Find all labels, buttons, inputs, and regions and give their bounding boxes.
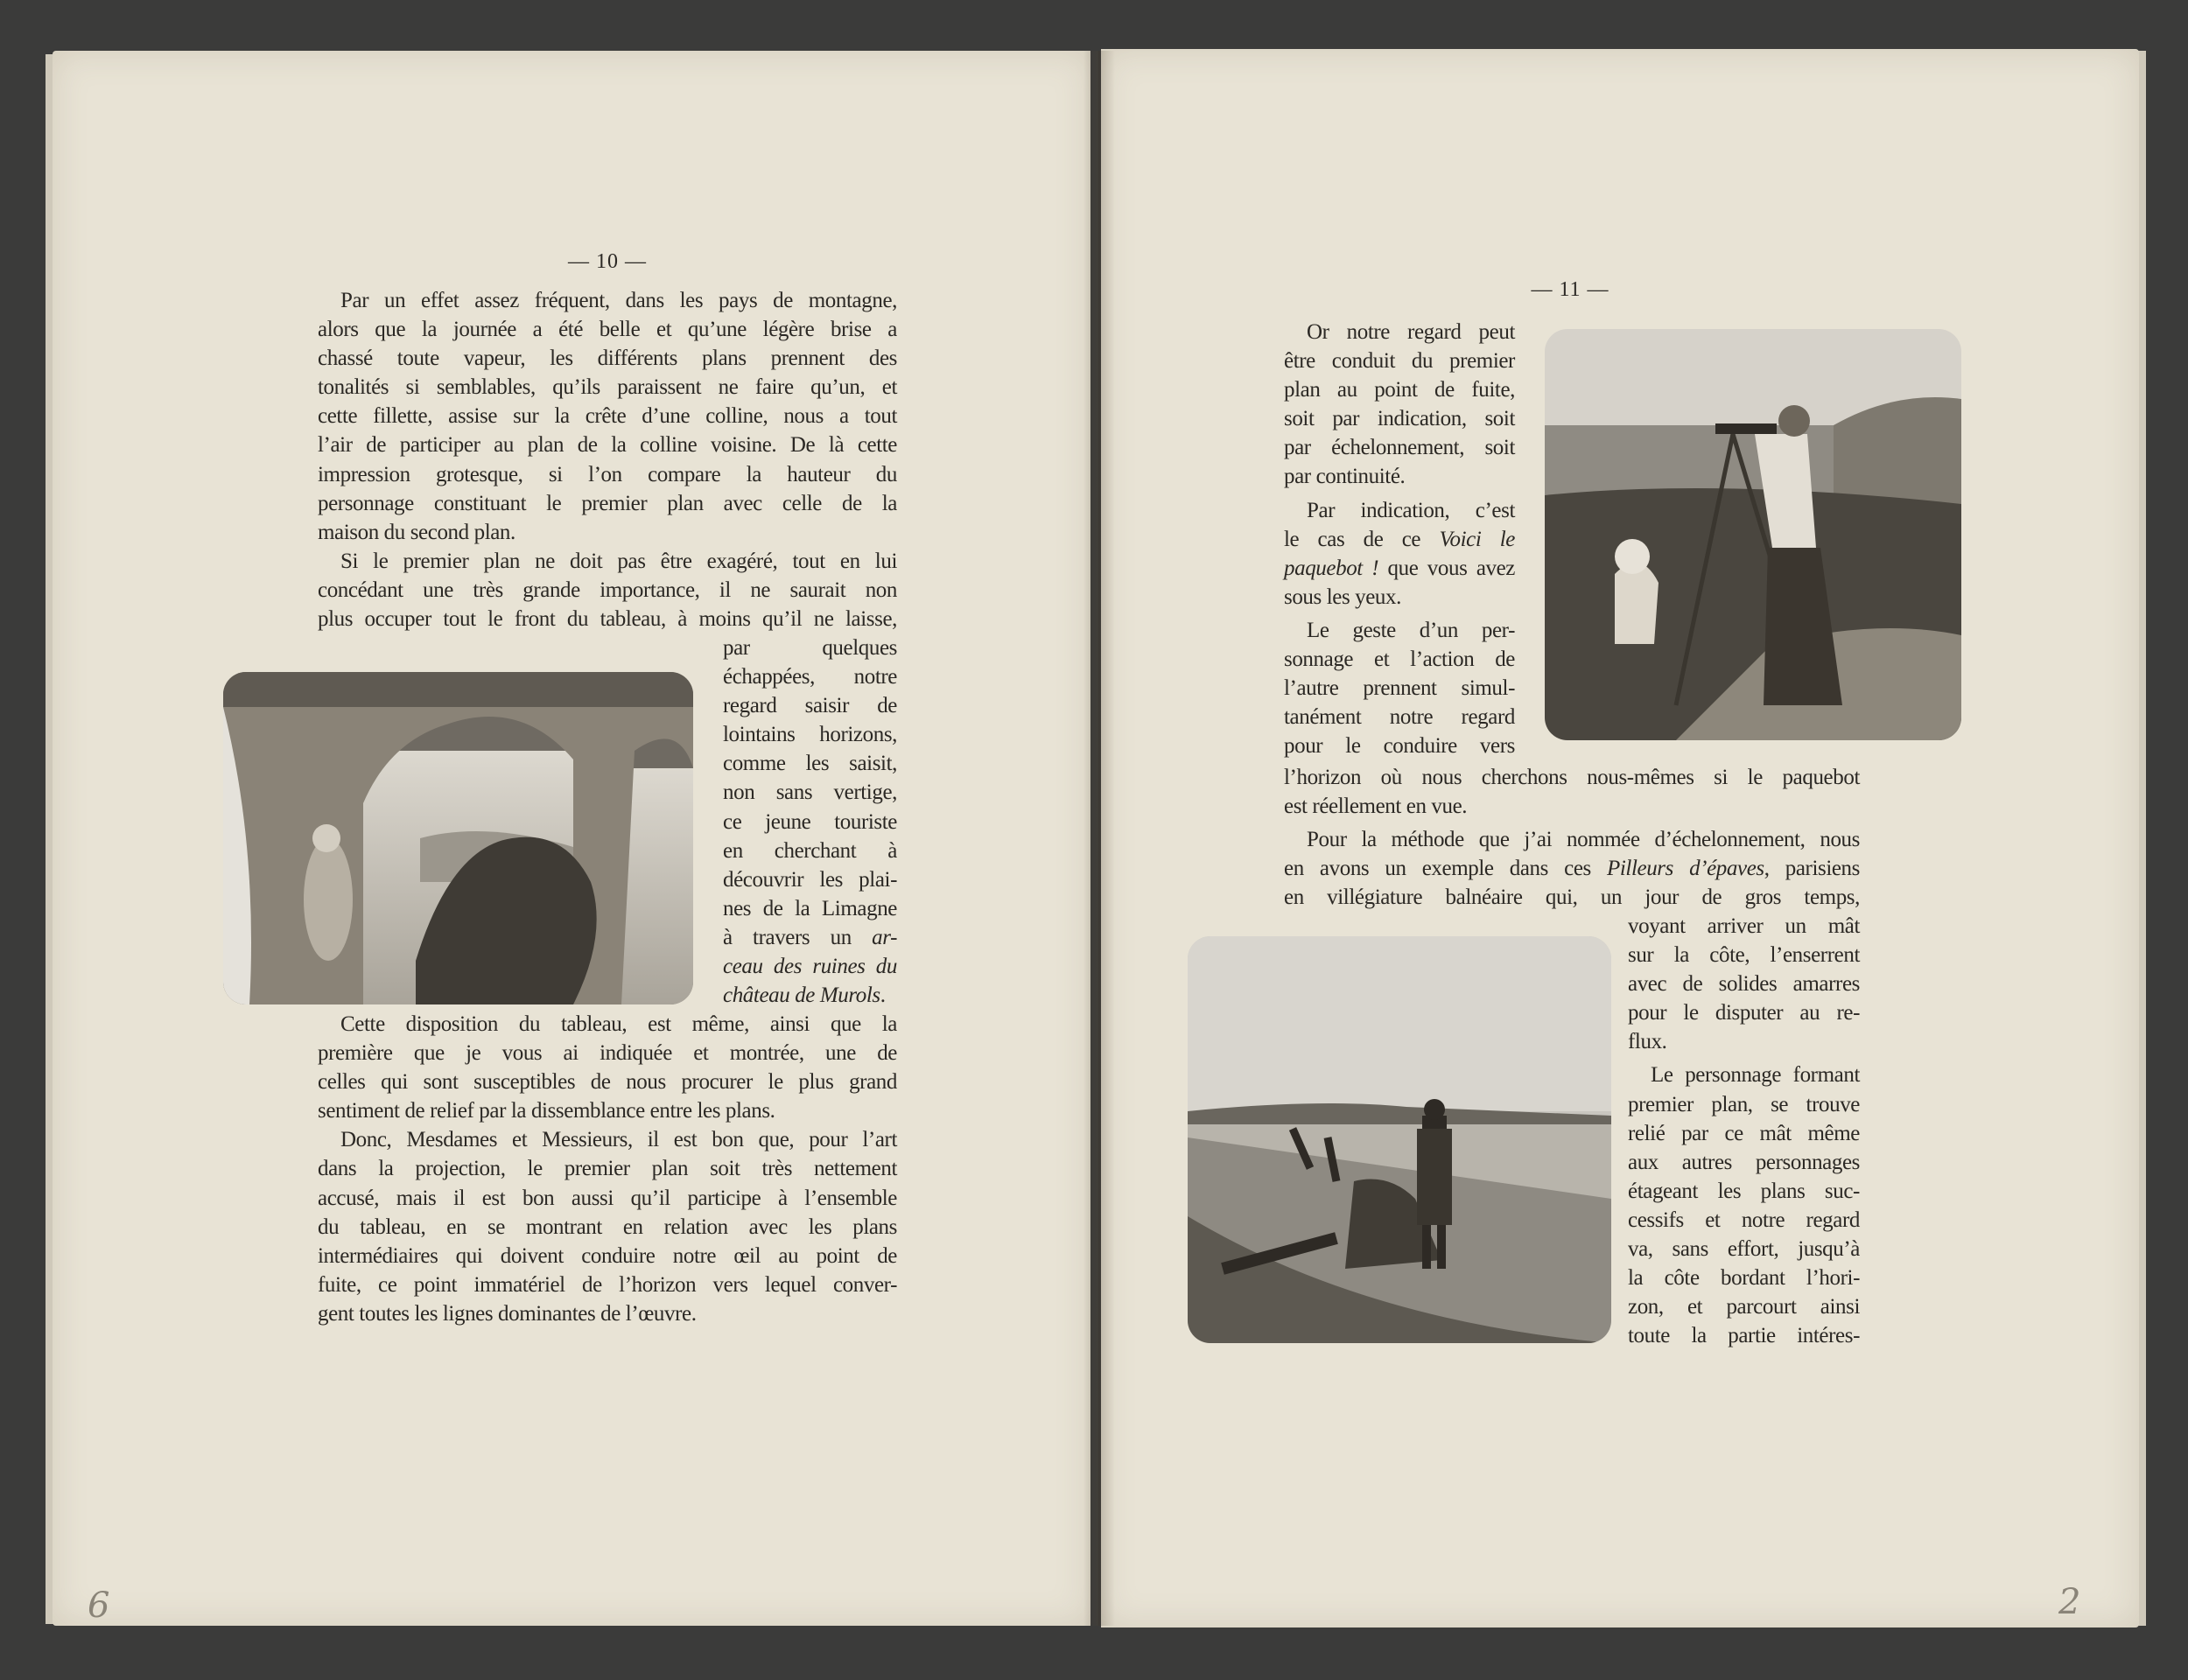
- text-segment: .: [880, 984, 886, 1008]
- text-line: par continuité.: [1284, 465, 1406, 489]
- text-line: Donc, Mesdames et Messieurs, il est bon que, pour l’art: [340, 1128, 897, 1152]
- text-line: impression grotesque, si l’on compare la hauteur du: [318, 462, 897, 486]
- text-line: première que je vous ai indiquée et montrée, une de: [318, 1041, 897, 1066]
- text-line: Le geste d’un per-: [1307, 618, 1515, 642]
- pencil-page-mark-left: 6: [88, 1586, 110, 1626]
- left-text-block-wrap: [723, 634, 897, 1010]
- text-line: pour le disputer au re-: [1628, 1001, 1860, 1026]
- text-line: tonalités si semblables, qu’ils paraissent ne faire qu’un, et: [318, 375, 897, 400]
- italic-text: paquebot !: [1284, 556, 1379, 580]
- text-segment: en avons un exemple dans ces: [1284, 857, 1607, 881]
- text-line: Cette disposition du tableau, est même, ainsi que la: [340, 1012, 897, 1036]
- text-line: l’horizon où nous cherchons nous-mêmes si le paquebot: [1284, 766, 1860, 789]
- text-line: zon, et parcourt ainsi: [1628, 1295, 1860, 1320]
- text-line: comme les saisit,: [723, 752, 897, 776]
- right-text-block-top: [1284, 318, 1515, 760]
- text-segment: que vous avez: [1378, 556, 1516, 580]
- text-line: voyant arriver un mât: [1628, 914, 1860, 938]
- text-segment: à travers un: [723, 925, 873, 949]
- text-line: dans la projection, le premier plan soit très nettement: [318, 1157, 897, 1181]
- pencil-page-mark-right: 2: [2058, 1582, 2081, 1622]
- text-line: gent toutes les lignes dominantes de l’œuvre.: [318, 1301, 697, 1326]
- text-line: aux autres personnages: [1628, 1150, 1860, 1174]
- photo-voici-le-paquebot: [1545, 329, 1961, 740]
- text-line: échappées, notre: [723, 665, 897, 690]
- text-segment: , parisiens: [1764, 857, 1860, 881]
- text-line: cette fillette, assise sur la crête d’une colline, nous a tout: [318, 404, 897, 429]
- text-line: plan au point de fuite,: [1284, 378, 1515, 402]
- text-line: [723, 923, 897, 952]
- italic-text: Pilleurs d’épaves: [1606, 857, 1764, 881]
- italic-text: ceau des ruines du: [723, 955, 897, 979]
- text-line: ce jeune touriste: [723, 809, 897, 834]
- left-text-block-bottom: [318, 1010, 897, 1328]
- text-line: par quelques: [723, 636, 897, 660]
- right-text-block-middle: [1284, 763, 1860, 912]
- text-line: étageant les plans suc-: [1628, 1179, 1860, 1203]
- text-line: sentiment de relief par la dissemblance entre les plans.: [318, 1099, 775, 1124]
- text-line: Si le premier plan ne doit pas être exagéré, tout en lui: [340, 549, 897, 573]
- text-line: sur la côte, l’enserrent: [1628, 943, 1860, 968]
- text-line: va, sans effort, jusqu’à: [1628, 1237, 1860, 1262]
- text-line: non sans vertige,: [723, 780, 897, 805]
- text-line: du tableau, en se montrant en relation avec les plans: [318, 1214, 897, 1239]
- italic-text: château de Murols: [723, 984, 880, 1008]
- text-line: Par un effet assez fréquent, dans les pays de montagne,: [340, 289, 897, 312]
- text-line: Or notre regard peut: [1307, 320, 1515, 344]
- text-line: découvrir les plai-: [723, 867, 897, 892]
- text-line: Pour la méthode que j’ai nommée d’échelonnement, nous: [1307, 828, 1860, 852]
- text-line: toute la partie intéres-: [1628, 1324, 1860, 1348]
- text-line: l’air de participer au plan de la colline voisine. De là cette: [318, 433, 897, 458]
- text-line: personnage constituant le premier plan avec celle de la: [318, 491, 897, 515]
- text-line: la côte bordant l’hori-: [1628, 1266, 1860, 1291]
- text-line: [723, 981, 897, 1010]
- text-line: être conduit du premier: [1284, 349, 1515, 374]
- text-line: regard saisir de: [723, 694, 897, 718]
- text-line: nes de la Limagne: [723, 896, 897, 920]
- text-line: l’autre prennent simul-: [1284, 676, 1515, 701]
- page-number-10: — 10 —: [568, 250, 647, 273]
- text-line: en cherchant à: [723, 838, 897, 863]
- text-line: sous les yeux.: [1284, 584, 1401, 609]
- book-gutter: [1083, 51, 1115, 1626]
- text-line: avec de solides amarres: [1628, 972, 1860, 997]
- text-line: accusé, mais il est bon aussi qu’il participe à l’ensemble: [318, 1186, 897, 1210]
- text-line: premier plan, se trouve: [1628, 1092, 1860, 1116]
- text-line: est réellement en vue.: [1284, 794, 1468, 819]
- text-line: [1284, 554, 1515, 583]
- text-line: plus occuper tout le front du tableau, à moins qu’il ne laisse,: [318, 607, 897, 632]
- text-line: par échelonnement, soit: [1284, 436, 1515, 460]
- italic-text: Voici le: [1439, 527, 1515, 551]
- text-line: [1284, 525, 1515, 554]
- text-line: en villégiature balnéaire qui, un jour de gros temps,: [1284, 886, 1860, 910]
- text-line: concédant une très grande importance, il ne saurait non: [318, 578, 897, 602]
- text-segment: le cas de ce: [1284, 527, 1440, 551]
- text-line: [723, 952, 897, 981]
- text-line: Par indication, c’est: [1307, 498, 1515, 522]
- text-line: fuite, ce point immatériel de l’horizon vers lequel conver-: [318, 1272, 897, 1297]
- text-line: tanément notre regard: [1284, 705, 1515, 730]
- text-line: celles qui sont susceptibles de nous procurer le plus grand: [318, 1070, 897, 1095]
- text-line: soit par indication, soit: [1284, 407, 1515, 431]
- text-line: maison du second plan.: [318, 520, 515, 544]
- page-number-11: — 11 —: [1531, 278, 1609, 301]
- text-line: relié par ce mât même: [1628, 1121, 1860, 1145]
- text-line: Le personnage formant: [1651, 1063, 1860, 1088]
- photo-pilleurs-d-epaves: [1188, 936, 1611, 1343]
- text-line: flux.: [1628, 1030, 1667, 1054]
- text-line: chassé toute vapeur, les différents plans prennent des: [318, 346, 897, 371]
- right-text-block-wrap: [1628, 912, 1860, 1350]
- italic-text: ar-: [872, 925, 897, 949]
- left-text-block-top: [318, 286, 897, 634]
- photo-arch-ruins-murols: [223, 672, 693, 1004]
- text-line: lointains horizons,: [723, 723, 897, 747]
- text-line: [1284, 854, 1860, 883]
- text-line: pour le conduire vers: [1284, 734, 1515, 759]
- text-line: alors que la journée a été belle et qu’une légère brise a: [318, 318, 897, 342]
- text-line: sonnage et l’action de: [1284, 648, 1515, 672]
- text-line: cessifs et notre regard: [1628, 1208, 1860, 1232]
- text-line: intermédiaires qui doivent conduire notre œil au point de: [318, 1243, 897, 1268]
